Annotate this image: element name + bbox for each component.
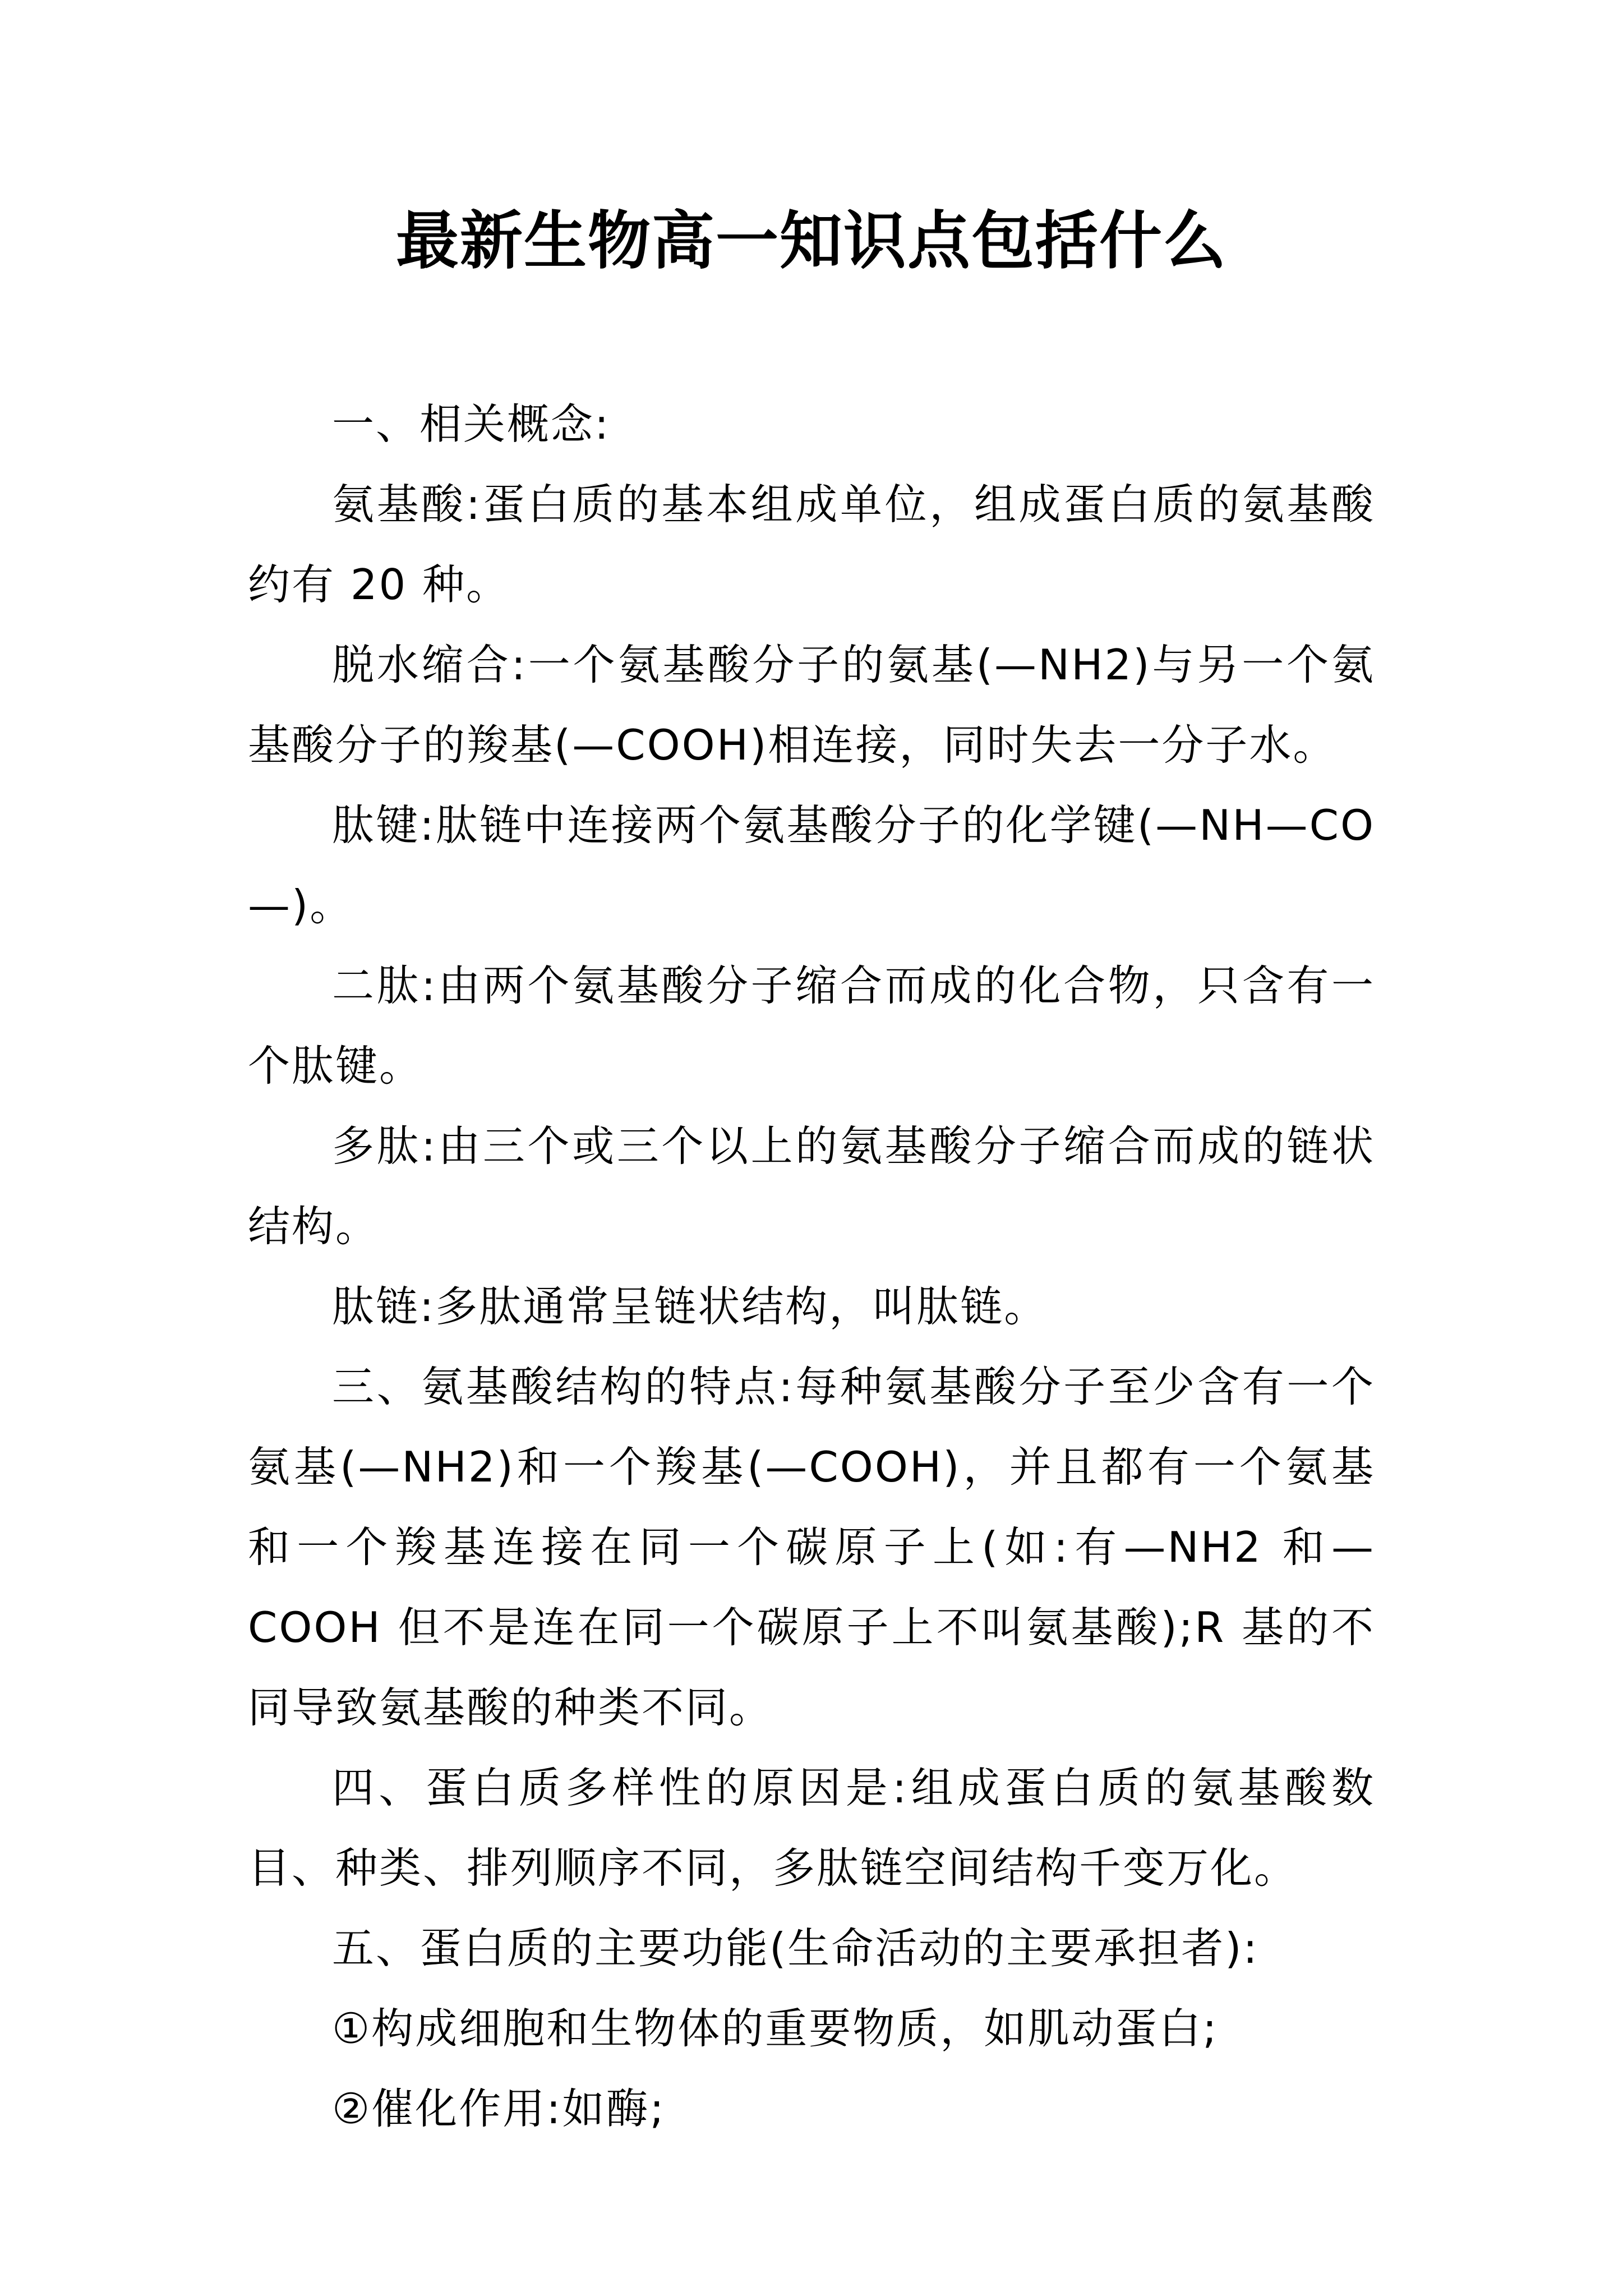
paragraph-protein-diversity: 四、蛋白质多样性的原因是:组成蛋白质的氨基酸数目、种类、排列顺序不同，多肽链空间结构千变万化。: [248, 1763, 1375, 1893]
document-title: 最新生物高一知识点包括什么: [396, 204, 1227, 278]
document-body: [248, 384, 1375, 2149]
list-item-structural-protein: ①构成细胞和生物体的重要物质，如肌动蛋白;: [332, 2004, 1219, 2053]
paragraph-peptide-bond: 肽键:肽链中连接两个氨基酸分子的化学键(—NH—CO—)。: [248, 800, 1375, 930]
paragraph-dipeptide: 二肽:由两个氨基酸分子缩合而成的化合物，只含有一个肽键。: [248, 961, 1375, 1091]
paragraph-dehydration-condensation: 脱水缩合:一个氨基酸分子的氨基(—NH2)与另一个氨基酸分子的羧基(—COOH)相连接，同时失去一分子水。: [248, 640, 1375, 770]
paragraph-protein-functions: 五、蛋白质的主要功能(生命活动的主要承担者):: [332, 1924, 1259, 1973]
paragraph-polypeptide: 多肽:由三个或三个以上的氨基酸分子缩合而成的链状结构。: [248, 1121, 1375, 1251]
section-heading-concepts: 一、相关概念:: [332, 399, 611, 449]
paragraph-amino-acid: 氨基酸:蛋白质的基本组成单位，组成蛋白质的氨基酸约有 20 种。: [248, 480, 1375, 609]
list-item-catalysis: ②催化作用:如酶;: [332, 2084, 666, 2133]
paragraph-amino-acid-structure: 三、氨基酸结构的特点:每种氨基酸分子至少含有一个氨基(—NH2)和一个羧基(—COOH)，并且都有一个氨基和一个羧基连接在同一个碳原子上(如:有—NH2 和—COOH 但不是连在同一个碳原子上不叫氨基酸);R 基的不同导致氨基酸的种类不同。: [248, 1362, 1375, 1732]
paragraph-peptide-chain: 肽链:多肽通常呈链状结构，叫肽链。: [332, 1282, 1048, 1331]
